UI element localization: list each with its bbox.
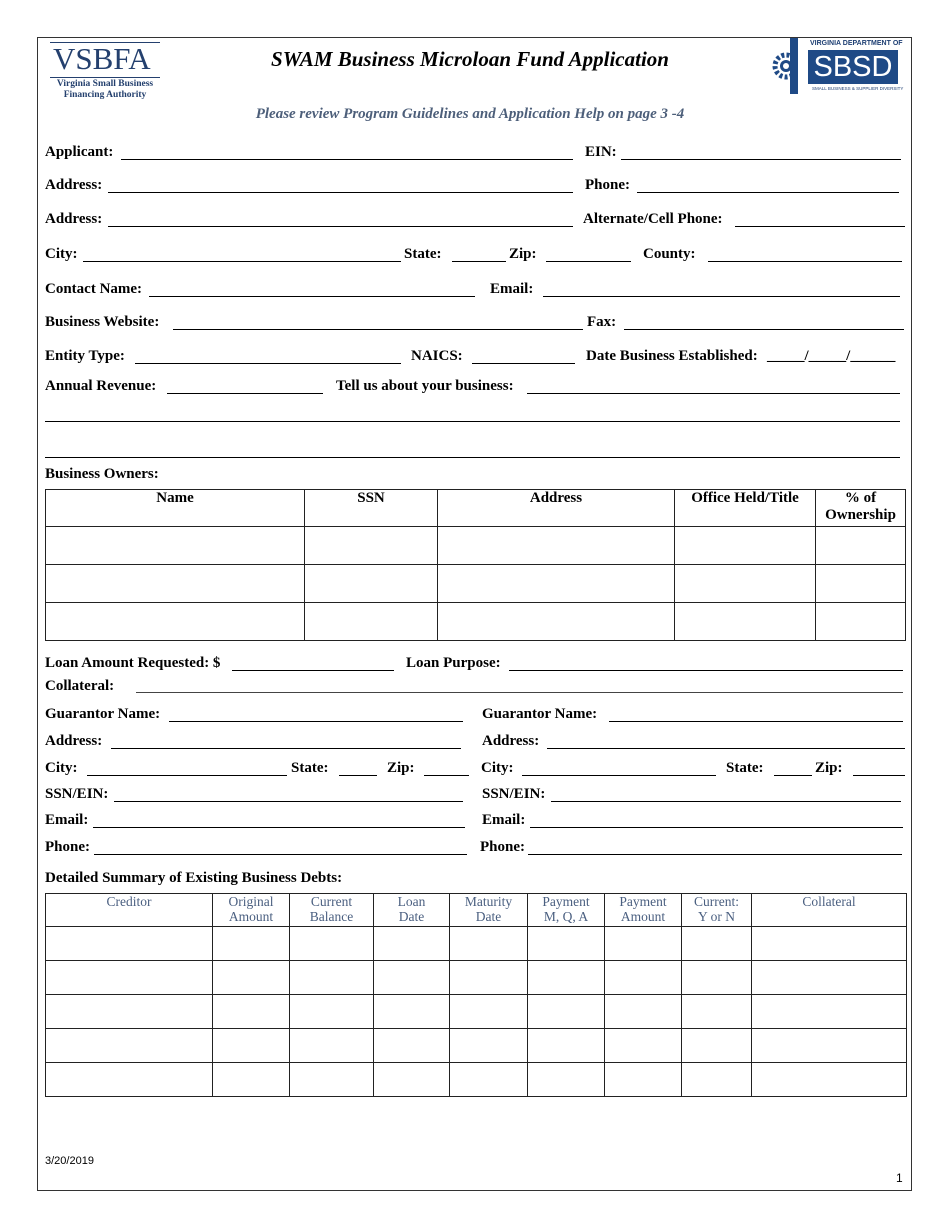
zip-field[interactable] [546, 261, 631, 262]
owners-heading: Business Owners: [45, 466, 159, 482]
entity-type-label: Entity Type: [45, 348, 125, 364]
footer-date: 3/20/2019 [45, 1155, 94, 1167]
city-field[interactable] [83, 261, 401, 262]
date-established-label: Date Business Established: [586, 348, 758, 364]
guarantor2-name-field[interactable] [609, 721, 903, 722]
guarantor1-state-label: State: [291, 760, 329, 776]
alt-phone-field[interactable] [735, 226, 905, 227]
guarantor2-email-field[interactable] [530, 827, 903, 828]
sbsd-logo-top: VIRGINIA DEPARTMENT OF [810, 40, 903, 47]
owners-col-address: Address [438, 490, 675, 527]
applicant-field[interactable] [121, 159, 573, 160]
guarantor2-state-field[interactable] [774, 775, 812, 776]
website-field[interactable] [173, 329, 583, 330]
vsbfa-logo-rule-bottom [50, 77, 160, 78]
guarantor1-state-field[interactable] [339, 775, 377, 776]
guarantor1-zip-label: Zip: [387, 760, 415, 776]
state-field[interactable] [452, 261, 506, 262]
phone-field[interactable] [637, 192, 899, 193]
table-row [46, 1063, 907, 1097]
debts-col-current-balance: Current Balance [290, 894, 374, 927]
city-label: City: [45, 246, 78, 262]
vsbfa-logo-word: VSBFA [53, 41, 151, 76]
table-row [46, 1029, 907, 1063]
collateral-field[interactable] [136, 692, 903, 693]
sbsd-logo-box: SBSD [808, 50, 898, 84]
page-subtitle: Please review Program Guidelines and Application Help on page 3 -4 [255, 106, 685, 122]
guarantor1-name-field[interactable] [169, 721, 463, 722]
owners-col-office: Office Held/Title [675, 490, 816, 527]
table-row [46, 995, 907, 1029]
debts-col-creditor: Creditor [46, 894, 213, 927]
contact-name-label: Contact Name: [45, 281, 143, 297]
loan-amount-field[interactable] [232, 670, 394, 671]
table-row [46, 927, 907, 961]
guarantor2-address-label: Address: [482, 733, 540, 749]
guarantor2-address-field[interactable] [547, 748, 905, 749]
guarantor1-ssn-label: SSN/EIN: [45, 786, 109, 802]
guarantor1-name-label: Guarantor Name: [45, 706, 161, 722]
guarantor1-phone-field[interactable] [94, 854, 467, 855]
contact-name-field[interactable] [149, 296, 475, 297]
email-label: Email: [490, 281, 534, 297]
debts-col-maturity-date: Maturity Date [450, 894, 528, 927]
debts-col-payment-freq: Payment M, Q, A [528, 894, 605, 927]
guarantor2-city-field[interactable] [522, 775, 716, 776]
sbsd-logo-bottom: SMALL BUSINESS & SUPPLIER DIVERSITY [812, 86, 904, 91]
guarantor1-address-label: Address: [45, 733, 103, 749]
address2-label: Address: [45, 211, 103, 227]
page-title: SWAM Business Microloan Fund Application [271, 47, 669, 71]
county-label: County: [643, 246, 696, 262]
naics-label: NAICS: [411, 348, 463, 364]
guarantor1-city-label: City: [45, 760, 78, 776]
table-row [46, 527, 906, 565]
page-number: 1 [896, 1171, 903, 1185]
owners-col-ownership: % of Ownership [816, 490, 906, 527]
debts-col-current: Current: Y or N [682, 894, 752, 927]
guarantor1-address-field[interactable] [111, 748, 461, 749]
guarantor2-city-label: City: [481, 760, 514, 776]
annual-revenue-label: Annual Revenue: [45, 378, 157, 394]
guarantor1-email-label: Email: [45, 812, 89, 828]
naics-field[interactable] [472, 363, 575, 364]
vsbfa-logo-sub1: Virginia Small Business [56, 79, 154, 89]
tell-us-field-line3[interactable] [45, 457, 900, 458]
owners-col-name: Name [46, 490, 305, 527]
loan-purpose-label: Loan Purpose: [406, 655, 501, 671]
vsbfa-logo-sub2: Financing Authority [63, 90, 147, 100]
tell-us-field-line2[interactable] [45, 421, 900, 422]
debts-col-payment-amount: Payment Amount [605, 894, 682, 927]
state-label: State: [404, 246, 442, 262]
debts-heading: Detailed Summary of Existing Business Debts: [45, 870, 343, 886]
alt-phone-label: Alternate/Cell Phone: [583, 211, 723, 227]
address-label: Address: [45, 177, 103, 193]
owners-table [45, 489, 906, 641]
county-field[interactable] [708, 261, 902, 262]
debts-col-loan-date: Loan Date [374, 894, 450, 927]
table-row [46, 961, 907, 995]
guarantor1-ssn-field[interactable] [114, 801, 463, 802]
owners-col-ssn: SSN [305, 490, 438, 527]
tell-us-field[interactable] [527, 393, 900, 394]
guarantor2-zip-field[interactable] [853, 775, 905, 776]
address2-field[interactable] [108, 226, 573, 227]
sbsd-logo-bar [790, 38, 798, 94]
address-field[interactable] [108, 192, 573, 193]
website-label: Business Website: [45, 314, 160, 330]
table-row [46, 565, 906, 603]
loan-purpose-field[interactable] [509, 670, 903, 671]
fax-label: Fax: [587, 314, 617, 330]
guarantor2-phone-field[interactable] [528, 854, 902, 855]
ein-field[interactable] [621, 159, 901, 160]
collateral-label: Collateral: [45, 678, 115, 694]
guarantor1-email-field[interactable] [93, 827, 465, 828]
guarantor1-phone-label: Phone: [45, 839, 90, 855]
phone-label: Phone: [585, 177, 630, 193]
tell-us-label: Tell us about your business: [336, 378, 514, 394]
guarantor2-email-label: Email: [482, 812, 526, 828]
guarantor2-name-label: Guarantor Name: [482, 706, 598, 722]
loan-amount-label: Loan Amount Requested: $ [45, 655, 221, 671]
guarantor2-zip-label: Zip: [815, 760, 843, 776]
entity-type-field[interactable] [135, 363, 401, 364]
applicant-label: Applicant: [45, 144, 114, 160]
guarantor2-state-label: State: [726, 760, 764, 776]
debts-table [45, 893, 907, 1097]
annual-revenue-field[interactable] [167, 393, 323, 394]
guarantor2-phone-label: Phone: [480, 839, 525, 855]
fax-field[interactable] [624, 329, 904, 330]
table-row [46, 603, 906, 641]
debts-col-original-amount: Original Amount [213, 894, 290, 927]
ein-label: EIN: [585, 144, 617, 160]
guarantor2-ssn-field[interactable] [551, 801, 901, 802]
date-established-field[interactable]: _____/_____/______ [767, 348, 896, 364]
debts-col-collateral: Collateral [752, 894, 907, 927]
guarantor2-ssn-label: SSN/EIN: [482, 786, 546, 802]
guarantor1-city-field[interactable] [87, 775, 287, 776]
guarantor1-zip-field[interactable] [424, 775, 469, 776]
zip-label: Zip: [509, 246, 537, 262]
email-field[interactable] [543, 296, 900, 297]
